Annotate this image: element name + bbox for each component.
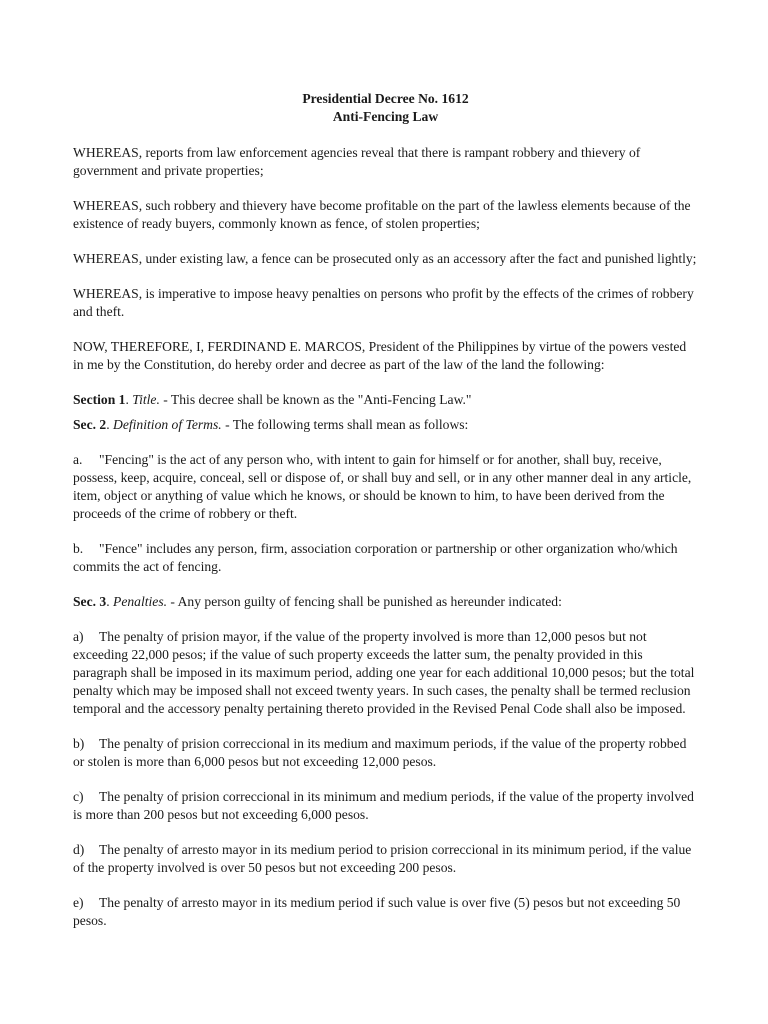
- definition-a-marker: a.: [73, 452, 83, 467]
- definition-a: [73, 451, 698, 523]
- penalty-d: [73, 841, 698, 877]
- penalty-a-text: The penalty of prision mayor, if the value of the property involved is more than 12,000 pesos but not exceeding 22,000 pesos; if the value of such property exceeds the latter sum, the penalty provided in this paragraph shall be imposed in its maximum period, adding one year for each additional 10,000 pesos; but the total penalty which may be imposed shall not exceed twenty years. In such cases, the penalty shall be termed reclusion temporal and the accessory penalty pertaining thereto provided in the Revised Penal Code shall also be imposed.: [73, 629, 695, 716]
- section-1-heading: Title.: [132, 392, 160, 407]
- penalty-c-text: The penalty of prision correccional in its minimum and medium periods, if the value of the property involved is more than 200 pesos but not exceeding 6,000 pesos.: [73, 789, 694, 822]
- whereas-clause-2: WHEREAS, such robbery and thievery have become profitable on the part of the lawless elements because of the existence of ready buyers, commonly known as fence, of stolen properties;: [73, 198, 691, 231]
- section-2-label: Sec. 2: [73, 417, 107, 432]
- section-2-text: - The following terms shall mean as follows:: [221, 417, 469, 432]
- section-2: Sec. 2. Definition of Terms. - The following terms shall mean as follows:: [73, 417, 469, 432]
- penalty-a: [73, 628, 698, 718]
- penalty-c: [73, 788, 698, 824]
- section-1-label: Section 1: [73, 392, 126, 407]
- document-title: Presidential Decree No. 1612: [302, 91, 469, 106]
- definition-b-marker: b.: [73, 541, 84, 556]
- penalty-d-text: The penalty of arresto mayor in its medium period to prision correccional in its minimum period, if the value of the property involved is over 50 pesos but not exceeding 200 pesos.: [73, 842, 692, 875]
- penalty-d-marker: d): [73, 842, 85, 857]
- title-block: [73, 90, 698, 126]
- penalty-b: [73, 735, 698, 771]
- definition-a-text: "Fencing" is the act of any person who, with intent to gain for himself or for another, shall buy, receive, possess, keep, acquire, conceal, sell or dispose of, or shall buy and sell, or in any other manner deal in any article, item, object or anything of value which he knows, or should be known to him, to have been derived from the proceeds of the crime of robbery or theft.: [73, 452, 692, 521]
- section-3: Sec. 3. Penalties. - Any person guilty of fencing shall be punished as hereunder indicated:: [73, 594, 562, 609]
- penalty-c-marker: c): [73, 789, 84, 804]
- section-1-text: - This decree shall be known as the "Anti-Fencing Law.": [159, 392, 472, 407]
- whereas-clause-1: WHEREAS, reports from law enforcement agencies reveal that there is rampant robbery and thievery of government and private properties;: [73, 145, 641, 178]
- document-page: [73, 90, 698, 947]
- now-therefore-clause: NOW, THEREFORE, I, FERDINAND E. MARCOS, President of the Philippines by virtue of the powers vested in me by the Constitution, do hereby order and decree as part of the law of the land the following:: [73, 339, 687, 372]
- document-subtitle: Anti-Fencing Law: [332, 109, 439, 124]
- section-3-text: - Any person guilty of fencing shall be punished as hereunder indicated:: [167, 594, 562, 609]
- definition-b-text: "Fence" includes any person, firm, association corporation or partnership or other organization who/which commits the act of fencing.: [73, 541, 678, 574]
- penalty-a-marker: a): [73, 629, 84, 644]
- definition-b: [73, 540, 698, 576]
- section-1: Section 1. Title. - This decree shall be known as the "Anti-Fencing Law.": [73, 392, 472, 407]
- penalty-e: [73, 894, 698, 930]
- whereas-clause-3: WHEREAS, under existing law, a fence can be prosecuted only as an accessory after the fact and punished lightly;: [73, 251, 697, 266]
- whereas-clause-4: WHEREAS, is imperative to impose heavy penalties on persons who profit by the effects of the crimes of robbery and theft.: [73, 286, 694, 319]
- section-3-heading: Penalties.: [113, 594, 168, 609]
- penalty-e-text: The penalty of arresto mayor in its medium period if such value is over five (5) pesos but not exceeding 50 pesos.: [73, 895, 681, 928]
- section-2-heading: Definition of Terms.: [113, 417, 222, 432]
- penalty-b-text: The penalty of prision correccional in its medium and maximum periods, if the value of the property robbed or stolen is more than 6,000 pesos but not exceeding 12,000 pesos.: [73, 736, 687, 769]
- penalty-e-marker: e): [73, 895, 84, 910]
- section-3-label: Sec. 3: [73, 594, 107, 609]
- penalty-b-marker: b): [73, 736, 85, 751]
